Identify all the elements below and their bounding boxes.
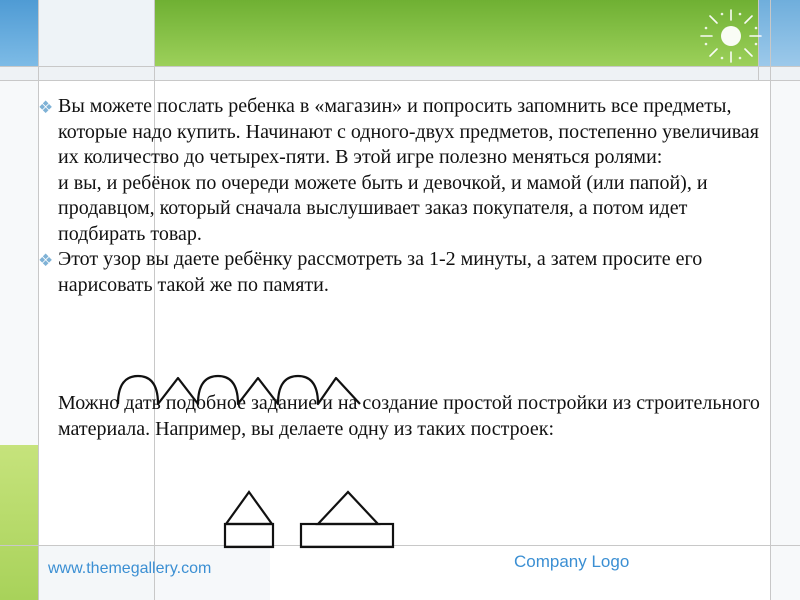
company-logo-text: Company Logo [514,552,630,571]
top-left-blue-block [0,0,38,66]
paragraph-1-text: Вы можете послать ребенка в «магазин» и попросить запомнить все предметы, которые надо купить. Начинают с одного-двух предметов, постепенно увеличивая их количество до четырех-пяти. В этой игре полезно меняться ролями: [58,95,759,168]
right-strip [770,80,800,600]
sparkle-decoration-icon [696,6,766,66]
paragraph-pattern-memory [38,247,768,298]
memory-pattern-drawing [114,372,374,412]
building-figure-2 [298,488,398,550]
building-figure-1 [222,488,282,550]
top-band [0,66,800,80]
diamond-bullet-icon: ❖ [38,251,54,270]
paragraph-1-continuation: и вы, и ребёнок по очереди можете быть и девочкой, и мамой (или папой), и продавцом, который сначала выслушивает заказ покупателя, а потом идет подбирать товар. [58,171,708,245]
grid-line-v4 [770,0,771,600]
paragraph-shop-game [38,94,768,247]
footer-website-url[interactable]: www.themegallery.com [48,560,212,577]
top-left-pale-block [38,0,154,66]
paragraph-2-text: Этот узор вы даете ребёнку рассмотреть за 1-2 минуты, а затем просите его нарисовать такой же по памяти. [58,248,703,296]
bottom-left-green-block [0,445,38,600]
grid-line-h1 [0,66,800,67]
paragraph-construction: Можно дать подобное задание и на создание простой постройки из строительного материала. Например, вы делаете одну из таких построек: [58,392,760,440]
diamond-bullet-icon: ❖ [38,98,54,117]
grid-line-h2 [0,80,800,81]
grid-line-h3 [0,545,800,546]
left-strip [0,80,38,445]
top-green-block [154,0,758,66]
